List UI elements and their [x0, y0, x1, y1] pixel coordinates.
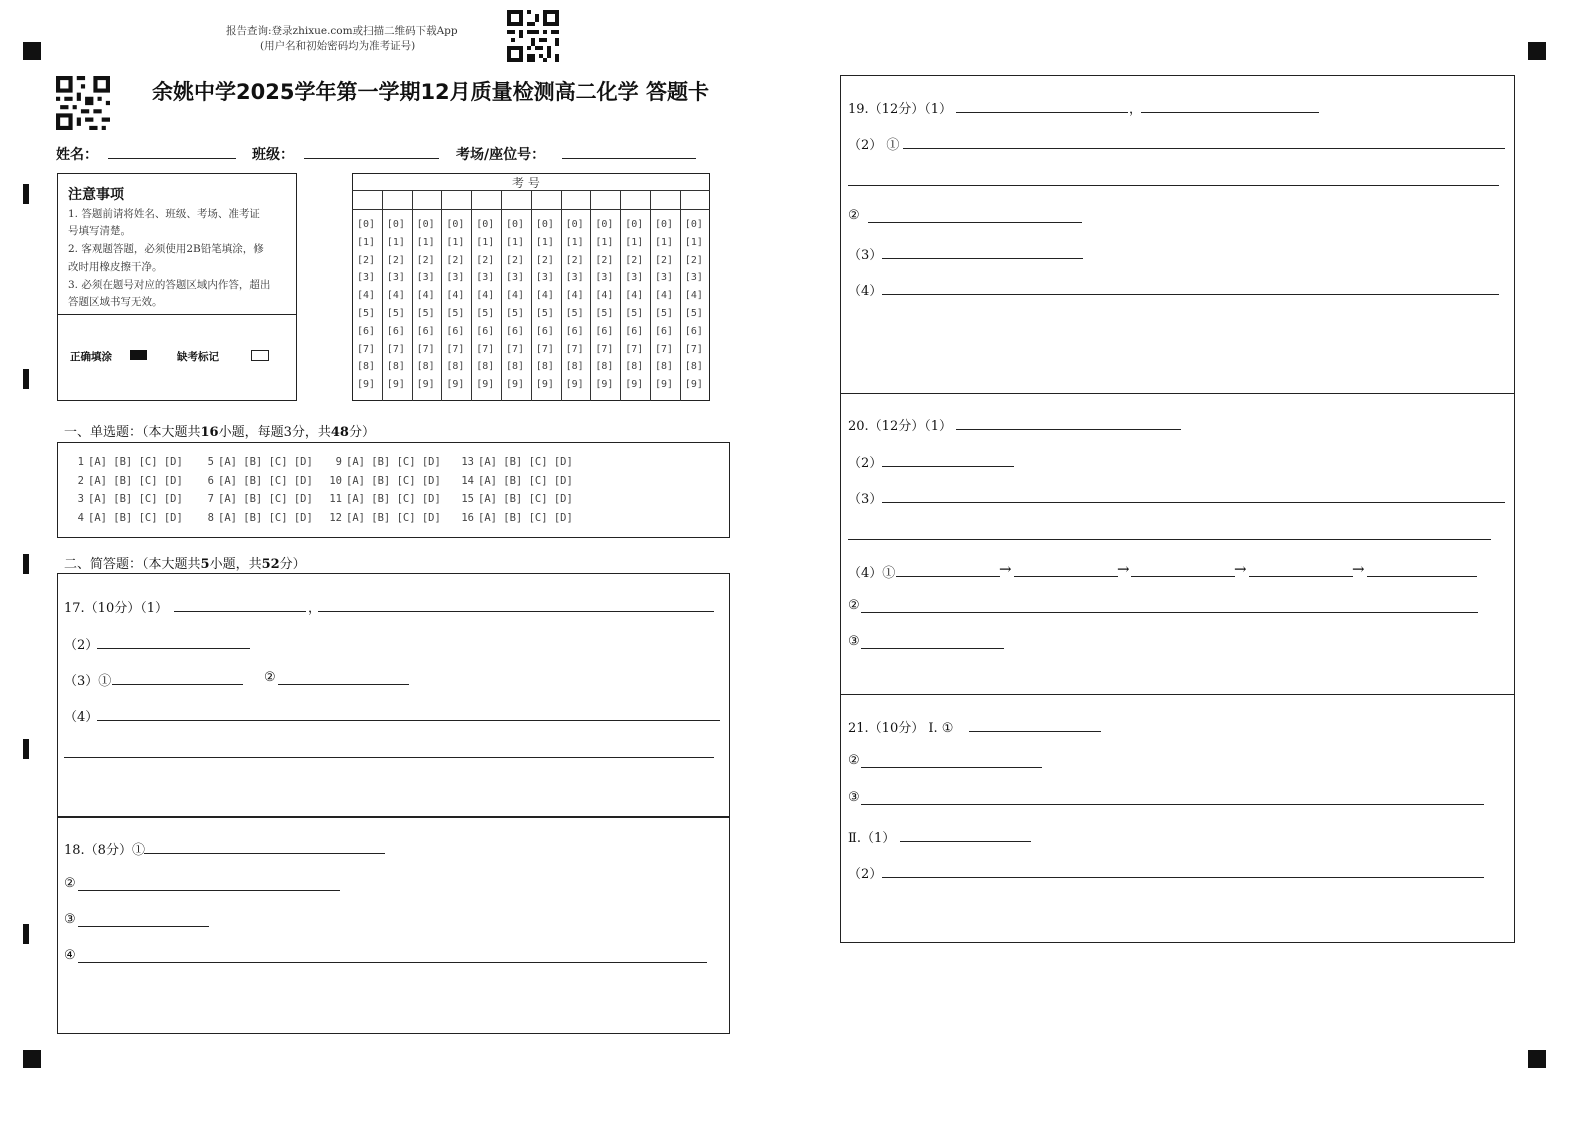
exam-id-digit-bubble[interactable]: [4]	[357, 290, 376, 302]
mcq-row[interactable]	[68, 493, 183, 505]
exam-id-digit-bubble[interactable]: [4]	[684, 290, 703, 302]
q20-2-label: （2）	[848, 456, 883, 471]
timing-mark	[23, 369, 29, 389]
mcq-options[interactable]: [A] [B] [C] [D]	[478, 493, 573, 505]
section1-heading-text: 分）	[348, 425, 375, 440]
exam-id-digit-bubble[interactable]: [5]	[476, 308, 495, 319]
exam-id-digit-bubble[interactable]: [3]	[357, 272, 376, 284]
exam-id-digit-bubble[interactable]: [8]	[416, 361, 435, 373]
section2-heading-text: 分）	[279, 557, 306, 572]
exam-id-digit-bubble[interactable]: [2]	[386, 254, 405, 266]
exam-id-digit-bubble[interactable]: [4]	[446, 290, 465, 302]
timing-mark	[23, 554, 29, 574]
exam-id-digit-bubble[interactable]: [9]	[386, 379, 405, 391]
section1-total: 48	[330, 425, 349, 440]
exam-id-digit-bubble[interactable]: [2]	[655, 254, 674, 266]
q21-2-field[interactable]	[861, 767, 1042, 768]
mcq-row[interactable]	[68, 475, 183, 487]
exam-id-digit-bubble[interactable]: [3]	[565, 272, 584, 284]
q20-4b-field[interactable]	[861, 612, 1478, 613]
q20-3-field[interactable]	[882, 502, 1505, 503]
q18-2-label: ②	[64, 876, 76, 891]
q17-3a-label: （3）①	[64, 674, 112, 689]
section1-heading-text: 一、单选题：（本大题共	[64, 425, 201, 440]
arrow-icon: →	[1234, 560, 1247, 578]
exam-id-column-divider	[531, 190, 532, 401]
mcq-row[interactable]	[326, 456, 441, 468]
q17-3b-label: ②	[264, 670, 276, 685]
report-query-text: 报告查询:登录zhixue.com或扫描二维码下载App	[226, 25, 458, 37]
mcq-question-number: 3	[77, 493, 84, 505]
q20-4c-field[interactable]	[861, 648, 1004, 649]
exam-id-digit-bubble[interactable]: [0]	[446, 219, 465, 230]
exam-id-digit-bubble[interactable]: [3]	[416, 272, 435, 284]
exam-id-column-divider	[590, 190, 591, 401]
q20-3-field-line2[interactable]	[848, 539, 1491, 540]
exam-id-digit-bubble[interactable]: [2]	[625, 254, 644, 266]
exam-id-digit-bubble[interactable]: [7]	[476, 343, 495, 355]
exam-id-digit-bubble[interactable]: [7]	[416, 343, 435, 355]
q19-4-field[interactable]	[882, 294, 1499, 295]
notice-item: 号填写清楚。	[68, 225, 131, 237]
exam-id-digit-bubble[interactable]: [5]	[506, 308, 525, 319]
exam-id-digit-bubble[interactable]: [4]	[386, 290, 405, 302]
q17-1a-field[interactable]	[174, 611, 306, 612]
page-title: 余姚中学2025学年第一学期12月质量检测高二化学 答题卡	[152, 80, 709, 104]
exam-id-digit-bubble[interactable]: [0]	[595, 219, 614, 230]
exam-id-digit-bubble[interactable]: [1]	[625, 236, 644, 248]
q19-1a-field[interactable]	[956, 112, 1128, 113]
section2-heading	[64, 553, 306, 572]
q17-label: 17.（10分）（1）	[64, 601, 168, 616]
mcq-row[interactable]	[68, 456, 183, 468]
corner-mark-br	[1528, 1050, 1546, 1068]
exam-id-digit-bubble[interactable]: [6]	[535, 325, 554, 337]
mcq-question-number: 8	[207, 511, 214, 524]
timing-mark	[23, 924, 29, 944]
exam-id-digit-bubble[interactable]: [2]	[357, 254, 376, 266]
exam-id-digit-bubble[interactable]: [9]	[595, 379, 614, 391]
exam-id-digit-bubble[interactable]: [6]	[565, 325, 584, 337]
exam-id-digit-bubble[interactable]: [0]	[416, 219, 435, 230]
exam-id-digit-bubble[interactable]: [4]	[535, 290, 554, 302]
corner-mark-tl	[23, 42, 41, 60]
class-label: 班级：	[252, 147, 294, 163]
exam-id-digit-bubble[interactable]: [7]	[595, 343, 614, 355]
section1-count: 16	[200, 425, 219, 440]
q18-label: 18.（8分）①	[64, 843, 145, 858]
seat-field[interactable]	[562, 158, 696, 159]
q18-4-field[interactable]	[78, 962, 707, 963]
exam-id-digit-bubble[interactable]: [4]	[625, 290, 644, 302]
q20-4-step1-field[interactable]	[896, 576, 1000, 577]
mcq-options[interactable]: [A] [B] [C] [D]	[346, 511, 441, 524]
exam-id-digit-bubble[interactable]: [6]	[416, 325, 435, 337]
exam-id-digit-bubble[interactable]: [9]	[506, 379, 525, 391]
mcq-row[interactable]	[326, 512, 441, 524]
exam-id-digit-bubble[interactable]: [6]	[446, 325, 465, 337]
notice-item: 1. 答题前请将姓名、班级、考场、准考证	[68, 208, 260, 220]
exam-id-column-divider	[382, 190, 383, 401]
exam-id-digit-bubble[interactable]: [7]	[506, 343, 525, 355]
exam-id-digit-bubble[interactable]: [8]	[446, 361, 465, 373]
exam-id-digit-bubble[interactable]: [2]	[535, 254, 554, 266]
exam-id-digit-bubble[interactable]: [6]	[357, 325, 376, 337]
exam-id-column-divider	[680, 190, 681, 401]
exam-id-digit-bubble[interactable]: [0]	[684, 219, 703, 230]
q19-3-label: （3）	[848, 248, 883, 263]
q19-2-label: （2） ①	[848, 138, 900, 153]
exam-id-digit-bubble[interactable]: [5]	[446, 308, 465, 319]
exam-id-digit-bubble[interactable]: [2]	[506, 254, 525, 266]
exam-id-digit-bubble[interactable]: [8]	[625, 361, 644, 373]
qr-code-icon[interactable]	[56, 76, 110, 130]
mcq-options[interactable]: [A] [B] [C] [D]	[218, 493, 313, 505]
exam-id-digit-bubble[interactable]: [7]	[684, 343, 703, 355]
mcq-options[interactable]: [A] [B] [C] [D]	[88, 493, 183, 505]
corner-mark-bl	[23, 1050, 41, 1068]
exam-id-digit-bubble[interactable]: [7]	[357, 343, 376, 355]
exam-id-digit-bubble[interactable]: [2]	[416, 254, 435, 266]
section1-heading-text: 小题，每题3分，共	[218, 425, 331, 440]
section2-count: 5	[200, 557, 210, 572]
exam-id-digit-bubble[interactable]: [3]	[595, 272, 614, 284]
exam-id-digit-bubble[interactable]: [8]	[506, 361, 525, 373]
exam-id-column-divider	[620, 190, 621, 401]
exam-id-digit-bubble[interactable]: [9]	[684, 379, 703, 391]
arrow-icon: →	[1117, 560, 1130, 578]
exam-id-digit-bubble[interactable]: [9]	[625, 379, 644, 391]
right-answer-panel	[840, 75, 1515, 943]
exam-id-digit-bubble[interactable]: [6]	[655, 325, 674, 337]
q20-4-label: （4）①	[848, 566, 896, 581]
exam-id-digit-bubble[interactable]: [0]	[386, 219, 405, 230]
exam-id-digit-bubble[interactable]: [2]	[684, 254, 703, 266]
exam-id-digit-bubble[interactable]: [3]	[655, 272, 674, 284]
exam-id-digit-bubble[interactable]: [0]	[565, 219, 584, 230]
section2-total: 52	[261, 557, 280, 572]
qr-code-icon[interactable]	[507, 10, 559, 62]
exam-id-digit-bubble[interactable]: [3]	[476, 272, 495, 284]
exam-id-digit-bubble[interactable]: [4]	[655, 290, 674, 302]
q18-answer-area	[57, 816, 730, 1034]
exam-id-digit-bubble[interactable]: [0]	[655, 219, 674, 230]
exam-id-digit-bubble[interactable]: [7]	[655, 343, 674, 355]
q20-4-step3-field[interactable]	[1131, 576, 1235, 577]
exam-id-column-divider	[561, 190, 562, 401]
mcq-options[interactable]: [A] [B] [C] [D]	[88, 474, 183, 487]
q19-1b-field[interactable]	[1141, 112, 1319, 113]
q20-label: 20.（12分）（1）	[848, 419, 952, 434]
mcq-question-number: 1	[77, 456, 84, 468]
exam-id-digit-bubble[interactable]: [6]	[684, 325, 703, 337]
exam-id-digit-bubble[interactable]: [5]	[595, 308, 614, 319]
mcq-options[interactable]: [A] [B] [C] [D]	[478, 474, 573, 487]
exam-id-digit-bubble[interactable]: [8]	[655, 361, 674, 373]
exam-id-digit-bubble[interactable]: [6]	[506, 325, 525, 337]
exam-id-digit-bubble[interactable]: [0]	[625, 219, 644, 230]
q17-1b-field[interactable]	[318, 611, 714, 612]
mcq-options[interactable]: [A] [B] [C] [D]	[346, 493, 441, 505]
exam-id-digit-bubble[interactable]: [4]	[565, 290, 584, 302]
exam-id-digit-bubble[interactable]: [5]	[565, 308, 584, 319]
exam-id-digit-bubble[interactable]: [3]	[535, 272, 554, 284]
exam-id-digit-bubble[interactable]: [7]	[446, 343, 465, 355]
exam-id-digit-bubble[interactable]: [1]	[416, 236, 435, 248]
exam-id-digit-bubble[interactable]: [2]	[565, 254, 584, 266]
corner-mark-tr	[1528, 42, 1546, 60]
name-label: 姓名：	[56, 147, 98, 163]
mcq-question-number: 13	[461, 456, 474, 468]
exam-id-digit-bubble[interactable]: [3]	[506, 272, 525, 284]
mcq-question-number: 9	[335, 456, 342, 468]
exam-id-digit-bubble[interactable]: [0]	[506, 219, 525, 230]
mcq-row[interactable]	[458, 512, 573, 524]
exam-id-digit-bubble[interactable]: [2]	[446, 254, 465, 266]
section2-heading-text: 二、简答题：（本大题共	[64, 557, 201, 572]
exam-id-digit-bubble[interactable]: [1]	[476, 236, 495, 248]
mcq-options[interactable]: [A] [B] [C] [D]	[478, 456, 573, 468]
q20-1-field[interactable]	[956, 429, 1181, 430]
q19-2-field-line2[interactable]	[848, 185, 1499, 186]
q21-ii-1-label: Ⅱ.（1）	[848, 831, 896, 846]
mcq-options[interactable]: [A] [B] [C] [D]	[218, 511, 313, 524]
exam-id-digit-bubble[interactable]: [0]	[535, 219, 554, 230]
mcq-question-number: 15	[461, 493, 474, 505]
q21-label: 21.（10分） Ⅰ. ①	[848, 721, 954, 736]
q19-2b-label: ②	[848, 208, 860, 223]
exam-id-digit-bubble[interactable]: [7]	[565, 343, 584, 355]
q19-2b-field[interactable]	[868, 222, 1082, 223]
mcq-row[interactable]	[198, 456, 313, 468]
exam-id-digit-bubble[interactable]: [2]	[476, 254, 495, 266]
exam-id-digit-bubble[interactable]: [1]	[386, 236, 405, 248]
q20-4-step2-field[interactable]	[1014, 576, 1118, 577]
mcq-row[interactable]	[68, 512, 183, 524]
exam-id-digit-bubble[interactable]: [1]	[535, 236, 554, 248]
exam-id-digit-bubble[interactable]: [1]	[446, 236, 465, 248]
exam-id-column-divider	[501, 190, 502, 401]
timing-mark	[23, 184, 29, 204]
exam-id-column-divider	[471, 190, 472, 401]
exam-id-digit-bubble[interactable]: [3]	[625, 272, 644, 284]
exam-id-digit-bubble[interactable]: [7]	[625, 343, 644, 355]
exam-id-digit-bubble[interactable]: [4]	[506, 290, 525, 302]
exam-id-digit-bubble[interactable]: [5]	[416, 308, 435, 319]
q19-4-label: （4）	[848, 284, 883, 299]
exam-id-digit-bubble[interactable]: [9]	[565, 379, 584, 391]
q20-3-label: （3）	[848, 492, 883, 507]
q19-2-field[interactable]	[903, 148, 1505, 149]
exam-id-column-divider	[441, 190, 442, 401]
mcq-question-number: 12	[329, 511, 342, 524]
exam-id-digit-bubble[interactable]: [9]	[416, 379, 435, 391]
section1-heading	[64, 421, 375, 440]
mcq-row[interactable]	[198, 512, 313, 524]
exam-id-digit-bubble[interactable]: [1]	[506, 236, 525, 248]
q21-3-field[interactable]	[861, 804, 1484, 805]
mcq-row[interactable]	[326, 493, 441, 505]
mcq-options[interactable]: [A] [B] [C] [D]	[88, 456, 183, 468]
q20-4b-label: ②	[848, 598, 860, 613]
q17-4-field[interactable]	[97, 720, 720, 721]
exam-id-digit-bubble[interactable]: [0]	[476, 219, 495, 230]
timing-mark	[23, 739, 29, 759]
q21-ii-2-field[interactable]	[882, 877, 1484, 878]
exam-id-label: 考 号	[512, 176, 540, 190]
mcq-question-number: 16	[461, 511, 474, 524]
mcq-question-number: 5	[207, 456, 214, 468]
seat-label: 考场/座位号：	[456, 147, 546, 163]
exam-id-column-divider	[650, 190, 651, 401]
exam-id-digit-bubble[interactable]: [9]	[446, 379, 465, 391]
q20-4c-label: ③	[848, 634, 860, 649]
q18-1-field[interactable]	[144, 853, 385, 854]
exam-id-digit-bubble[interactable]: [0]	[357, 219, 376, 230]
exam-id-digit-bubble[interactable]: [6]	[625, 325, 644, 337]
correct-fill-label: 正确填涂	[70, 351, 112, 363]
q17-4-label: （4）	[64, 710, 99, 725]
exam-id-digit-bubble[interactable]: [8]	[595, 361, 614, 373]
q18-3-label: ③	[64, 912, 76, 927]
q21-ii-2-label: （2）	[848, 867, 883, 882]
exam-id-digit-bubble[interactable]: [9]	[655, 379, 674, 391]
exam-id-digit-bubble[interactable]: [1]	[565, 236, 584, 248]
notice-divider	[57, 314, 297, 315]
arrow-icon: →	[1352, 560, 1365, 578]
q19-comma: ，	[1129, 102, 1143, 117]
exam-id-digit-bubble[interactable]: [4]	[595, 290, 614, 302]
exam-id-column-divider	[412, 190, 413, 401]
exam-id-digit-bubble[interactable]: [5]	[655, 308, 674, 319]
exam-id-digit-bubble[interactable]: [2]	[595, 254, 614, 266]
mcq-question-number: 6	[207, 474, 214, 487]
exam-id-digit-bubble[interactable]: [4]	[476, 290, 495, 302]
mcq-options[interactable]: [A] [B] [C] [D]	[218, 456, 313, 468]
exam-id-digit-bubble[interactable]: [1]	[684, 236, 703, 248]
q20-2-field[interactable]	[882, 466, 1014, 467]
q17-2-label: （2）	[64, 638, 99, 653]
exam-id-digit-bubble[interactable]: [6]	[476, 325, 495, 337]
exam-id-digit-bubble[interactable]: [7]	[386, 343, 405, 355]
exam-id-digit-bubble[interactable]: [5]	[386, 308, 405, 319]
mcq-question-number: 14	[461, 474, 474, 487]
q20-q21-divider	[840, 694, 1515, 695]
q18-3-field[interactable]	[78, 926, 209, 927]
q17-comma: ，	[308, 601, 322, 616]
mcq-question-number: 7	[207, 493, 214, 505]
absent-mark-checkbox[interactable]	[251, 350, 269, 361]
name-field[interactable]	[108, 158, 236, 159]
mcq-row[interactable]	[458, 493, 573, 505]
exam-id-digit-bubble[interactable]: [8]	[684, 361, 703, 373]
notice-item: 改时用橡皮擦干净。	[68, 261, 163, 273]
q17-3a-field[interactable]	[112, 684, 243, 685]
exam-id-digit-bubble[interactable]: [5]	[357, 308, 376, 319]
notice-item: 答题区域书写无效。	[68, 296, 163, 308]
exam-id-digit-bubble[interactable]: [8]	[476, 361, 495, 373]
q17-4-field-line2[interactable]	[64, 757, 714, 758]
mcq-options[interactable]: [A] [B] [C] [D]	[478, 511, 573, 524]
exam-id-digit-bubble[interactable]: [7]	[535, 343, 554, 355]
q20-4-step4-field[interactable]	[1249, 576, 1353, 577]
class-field[interactable]	[304, 158, 439, 159]
q19-label: 19.（12分）（1）	[848, 102, 952, 117]
exam-id-digit-bubble[interactable]: [6]	[595, 325, 614, 337]
exam-id-digit-bubble[interactable]: [8]	[357, 361, 376, 373]
mcq-row[interactable]	[326, 475, 441, 487]
notice-item: 3. 必须在题号对应的答题区域内作答，超出	[68, 279, 271, 291]
exam-id-digit-bubble[interactable]: [5]	[684, 308, 703, 319]
mcq-row[interactable]	[198, 475, 313, 487]
notice-heading: 注意事项	[68, 187, 124, 203]
mcq-options[interactable]: [A] [B] [C] [D]	[346, 456, 441, 468]
exam-id-digit-bubble[interactable]: [4]	[416, 290, 435, 302]
q18-4-label: ④	[64, 948, 76, 963]
credential-hint-text: (用户名和初始密码均为准考证号)	[260, 40, 416, 52]
section2-heading-text: 小题，共	[209, 557, 262, 572]
notice-item: 2. 客观题答题，必须使用2B铅笔填涂，修	[68, 243, 264, 255]
exam-id-digit-bubble[interactable]: [5]	[625, 308, 644, 319]
q21-3-label: ③	[848, 790, 860, 805]
arrow-icon: →	[999, 560, 1012, 578]
mcq-options[interactable]: [A] [B] [C] [D]	[218, 474, 313, 487]
correct-fill-sample	[130, 350, 147, 360]
mcq-row[interactable]	[458, 475, 573, 487]
mcq-question-number: 4	[77, 511, 84, 524]
q21-2-label: ②	[848, 753, 860, 768]
exam-id-digit-bubble[interactable]: [3]	[446, 272, 465, 284]
q21-ii-1-field[interactable]	[900, 841, 1031, 842]
exam-id-digit-bubble[interactable]: [8]	[565, 361, 584, 373]
exam-id-digit-bubble[interactable]: [5]	[535, 308, 554, 319]
exam-id-digit-bubble[interactable]: [8]	[535, 361, 554, 373]
exam-id-digit-bubble[interactable]: [1]	[655, 236, 674, 248]
exam-id-digit-bubble[interactable]: [9]	[357, 379, 376, 391]
absent-mark-label: 缺考标记	[177, 351, 219, 363]
mcq-options[interactable]: [A] [B] [C] [D]	[88, 511, 183, 524]
q19-q20-divider	[840, 393, 1515, 394]
q18-2-field[interactable]	[78, 890, 340, 891]
exam-id-digit-bubble[interactable]: [6]	[386, 325, 405, 337]
q20-4-step5-field[interactable]	[1367, 576, 1477, 577]
q17-2-field[interactable]	[97, 648, 250, 649]
q19-3-field[interactable]	[882, 258, 1083, 259]
q17-3b-field[interactable]	[278, 684, 409, 685]
exam-id-digit-bubble[interactable]: [1]	[357, 236, 376, 248]
exam-id-digit-bubble[interactable]: [9]	[535, 379, 554, 391]
q21-1-field[interactable]	[969, 731, 1101, 732]
mcq-row[interactable]	[198, 493, 313, 505]
exam-id-digit-bubble[interactable]: [9]	[476, 379, 495, 391]
mcq-question-number: 2	[77, 474, 84, 487]
exam-id-digit-bubble[interactable]: [1]	[595, 236, 614, 248]
mcq-question-number: 10	[329, 474, 342, 487]
mcq-options[interactable]: [A] [B] [C] [D]	[346, 474, 441, 487]
mcq-question-number: 11	[329, 493, 342, 505]
mcq-row[interactable]	[458, 456, 573, 468]
exam-id-digit-bubble[interactable]: [8]	[386, 361, 405, 373]
exam-id-digit-bubble[interactable]: [3]	[684, 272, 703, 284]
exam-id-digit-bubble[interactable]: [3]	[386, 272, 405, 284]
